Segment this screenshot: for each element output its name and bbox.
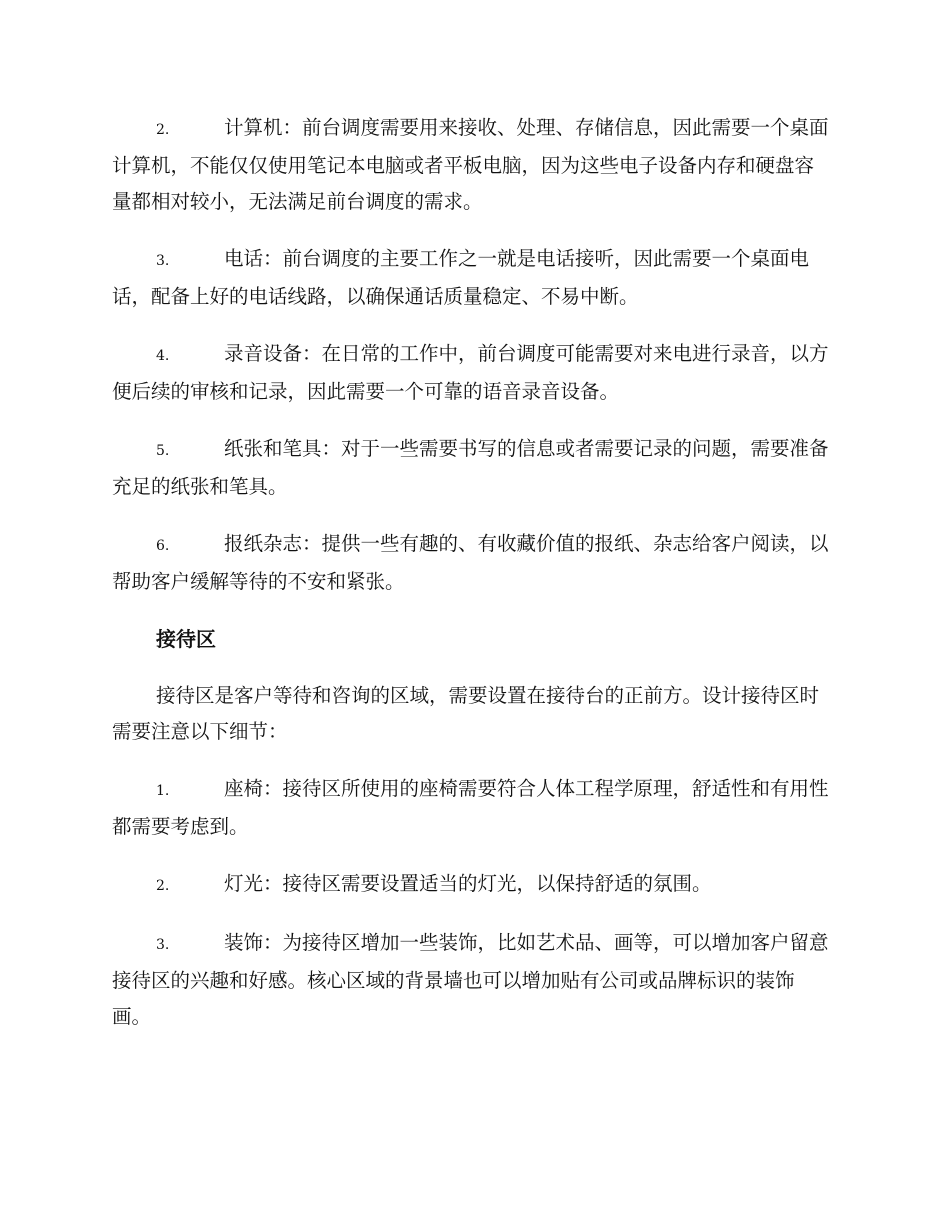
document-page	[112, 110, 832, 1056]
reception-intro-paragraph: 接待区是客户等待和咨询的区域，需要设置在接待台的正前方。设计接待区时需要注意以下细节：	[112, 684, 820, 743]
list-text: 电话：前台调度的主要工作之一就是电话接听，因此需要一个桌面电话，配备上好的电话线路，以确保通话质量稳定、不易中断。	[112, 247, 810, 308]
list-item-newspapers	[112, 526, 832, 600]
list-text: 报纸杂志：提供一些有趣的、有收藏价值的报纸、杂志给客户阅读，以帮助客户缓解等待的不安和紧张。	[112, 532, 829, 593]
list-item-telephone	[112, 241, 832, 315]
list-text: 录音设备：在日常的工作中，前台调度可能需要对来电进行录音，以方便后续的审核和记录，因此需要一个可靠的语音录音设备。	[112, 342, 829, 403]
section-heading-reception: 接待区	[156, 627, 216, 651]
list-item-paper-pens	[112, 431, 832, 505]
list-text: 纸张和笔具：对于一些需要书写的信息或者需要记录的问题，需要准备充足的纸张和笔具。	[112, 437, 829, 498]
list-number: 6.	[156, 538, 170, 554]
list-item-seating	[112, 771, 832, 845]
list-text: 灯光：接待区需要设置适当的灯光，以保持舒适的氛围。	[224, 872, 712, 895]
list-text: 计算机：前台调度需要用来接收、处理、存储信息，因此需要一个桌面计算机，不能仅仅使用笔记本电脑或者平板电脑，因为这些电子设备内存和硬盘容量都相对较小，无法满足前台调度的需求。	[112, 116, 829, 213]
list-item-lighting	[112, 866, 832, 904]
list-item-recording-device	[112, 336, 832, 410]
list-item-decoration	[112, 925, 832, 1035]
list-number: 2.	[156, 878, 170, 894]
list-text: 装饰：为接待区增加一些装饰，比如艺术品、画等，可以增加客户留意接待区的兴趣和好感。核心区域的背景墙也可以增加贴有公司或品牌标识的装饰画。	[112, 931, 829, 1028]
list-number: 1.	[156, 783, 170, 799]
list-number: 5.	[156, 443, 170, 459]
list-number: 2.	[156, 122, 170, 138]
list-number: 3.	[156, 253, 170, 269]
list-text: 座椅：接待区所使用的座椅需要符合人体工程学原理，舒适性和有用性都需要考虑到。	[112, 777, 829, 838]
list-number: 4.	[156, 348, 170, 364]
list-item-computer	[112, 110, 832, 220]
list-number: 3.	[156, 937, 170, 953]
